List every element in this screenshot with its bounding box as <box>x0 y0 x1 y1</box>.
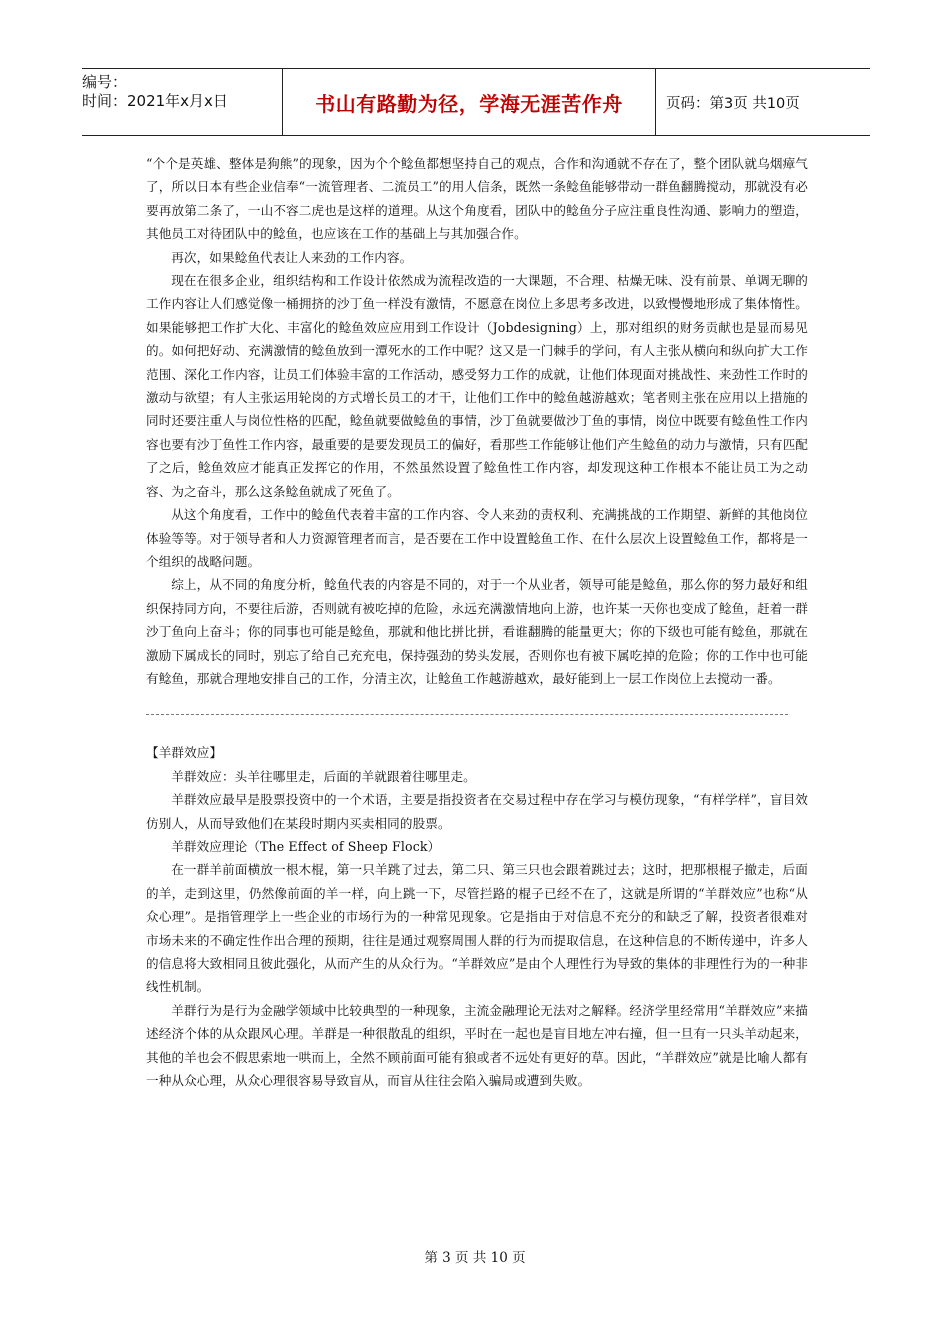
paragraph: 羊群效应理论（The Effect of Sheep Flock） <box>171 838 441 854</box>
paragraph: 从这个角度看，工作中的鲶鱼代表着丰富的工作内容、令人来劲的责权利、充满挑战的工作期望、新鲜的其他岗位体验等等。对于领导者和人力资源管理者而言，是否要在工作中设置鲶鱼工作、在什么层次上设置鲶鱼工作，都将是一个组织的战略问题。 <box>146 507 808 569</box>
header-page-info: 页码：第3页 共10页 <box>666 95 800 112</box>
paragraph: 羊群效应最早是股票投资中的一个术语，主要是指投资者在交易过程中存在学习与模仿现象，“有样学样”，盲目效仿别人，从而导致他们在某段时期内买卖相同的股票。 <box>146 792 808 831</box>
paragraph: 羊群效应：头羊往哪里走，后面的羊就跟着往哪里走。 <box>171 768 476 784</box>
paragraph: 再次，如果鲶鱼代表让人来劲的工作内容。 <box>171 249 413 265</box>
paragraph: 现在在很多企业，组织结构和工作设计依然成为流程改造的一大课题，不合理、枯燥无味、没有前景、单调无聊的工作内容让人们感觉像一桶拥挤的沙丁鱼一样没有激情，不愿意在岗位上多思考多改进，以致慢慢地形成了集体惰性。如果能够把工作扩大化、丰富化的鲶鱼效应应用到工作设计（Jobdesigning）上，那对组织的财务贡献也是显而易见的。如何把好动、充满激情的鲶鱼放到一潭死水的工作中呢？这又是一门棘手的学问，有人主张从横向和纵向扩大工作范围、深化工作内容，让员工们体验丰富的工作活动，感受努力工作的成就，让他们体现面对挑战性、来劲性工作时的激动与欲望；有人主张运用轮岗的方式增长员工的才干，让他们工作中的鲶鱼越游越欢；笔者则主张在应用以上措施的同时还要注重人与岗位性格的匹配，鲶鱼就要做鲶鱼的事情，沙丁鱼就要做沙丁鱼的事情，岗位中既要有鲶鱼性工作内容也要有沙丁鱼性工作内容，最重要的是要发现员工的偏好，看那些工作能够让他们产生鲶鱼的动力与激情，只有匹配了之后，鲶鱼效应才能真正发挥它的作用，不然虽然设置了鲶鱼性工作内容，却发现这种工作根本不能让员工为之动容、为之奋斗，那么这条鲶鱼就成了死鱼了。 <box>146 273 808 499</box>
page-header <box>82 68 870 136</box>
paragraph: 羊群行为是行为金融学领域中比较典型的一种现象，主流金融理论无法对之解释。经济学里经常用“羊群效应”来描述经济个体的从众跟风心理。羊群是一种很散乱的组织，平时在一起也是盲目地左冲右撞，但一旦有一只头羊动起来，其他的羊也会不假思索地一哄而上，全然不顾前面可能有狼或者不远处有更好的草。因此，“羊群效应”就是比喻人都有一种从众心理，从众心理很容易导致盲从，而盲从往往会陷入骗局或遭到失败。 <box>146 1002 808 1089</box>
header-page-info-cell <box>656 69 870 135</box>
header-motto: 书山有路勤为径，学海无涯苦作舟 <box>315 91 623 116</box>
section-divider <box>146 714 788 715</box>
document-body <box>146 152 808 1092</box>
paragraph: 在一群羊前面横放一根木棍，第一只羊跳了过去，第二只、第三只也会跟着跳过去；这时，把那根棍子撤走，后面的羊，走到这里，仍然像前面的羊一样，向上跳一下，尽管拦路的棍子已经不在了，这就是所谓的“羊群效应”也称“从众心理”。是指管理学上一些企业的市场行为的一种常见现象。它是指由于对信息不充分的和缺乏了解，投资者很难对市场未来的不确定性作出合理的预期，往往是通过观察周围人群的行为而提取信息，在这种信息的不断传递中，许多人的信息将大致相同且彼此强化，从而产生的从众行为。“羊群效应”是由个人理性行为导致的集体的非理性行为的一种非线性机制。 <box>146 862 808 995</box>
header-motto-cell <box>282 69 656 135</box>
time-label: 时间：2021年x月x日 <box>82 92 228 110</box>
footer-page-number: 第 3 页 共 10 页 <box>424 1250 526 1266</box>
section-heading: 【羊群效应】 <box>146 745 223 761</box>
number-label: 编号： <box>82 73 128 91</box>
page-footer <box>0 1246 950 1266</box>
paragraph: 综上，从不同的角度分析，鲶鱼代表的内容是不同的，对于一个从业者，领导可能是鲶鱼，那么你的努力最好和组织保持同方向，不要往后游，否则就有被吃掉的危险，永远充满激情地向上游，也许某一天你也变成了鲶鱼，赶着一群沙丁鱼向上奋斗；你的同事也可能是鲶鱼，那就和他比拼比拼，看谁翻腾的能量更大；你的下级也可能有鲶鱼，那就在激励下属成长的同时，别忘了给自己充充电，保持强劲的势头发展，否则你也有被下属吃掉的危险；你的工作中也可能有鲶鱼，那就合理地安排自己的工作，分清主次，让鲶鱼工作越游越欢，最好能到上一层工作岗位上去搅动一番。 <box>146 577 808 686</box>
paragraph: “个个是英雄、整体是狗熊”的现象，因为个个鲶鱼都想坚持自己的观点，合作和沟通就不存在了，整个团队就乌烟瘴气了，所以日本有些企业信奉“一流管理者、二流员工”的用人信条，既然一条鲶鱼能够带动一群鱼翻腾搅动，那就没有必要再放第二条了，一山不容二虎也是这样的道理。从这个角度看，团队中的鲶鱼分子应注重良性沟通、影响力的塑造，其他员工对待团队中的鲶鱼，也应该在工作的基础上与其加强合作。 <box>146 156 808 242</box>
header-meta <box>82 69 282 135</box>
